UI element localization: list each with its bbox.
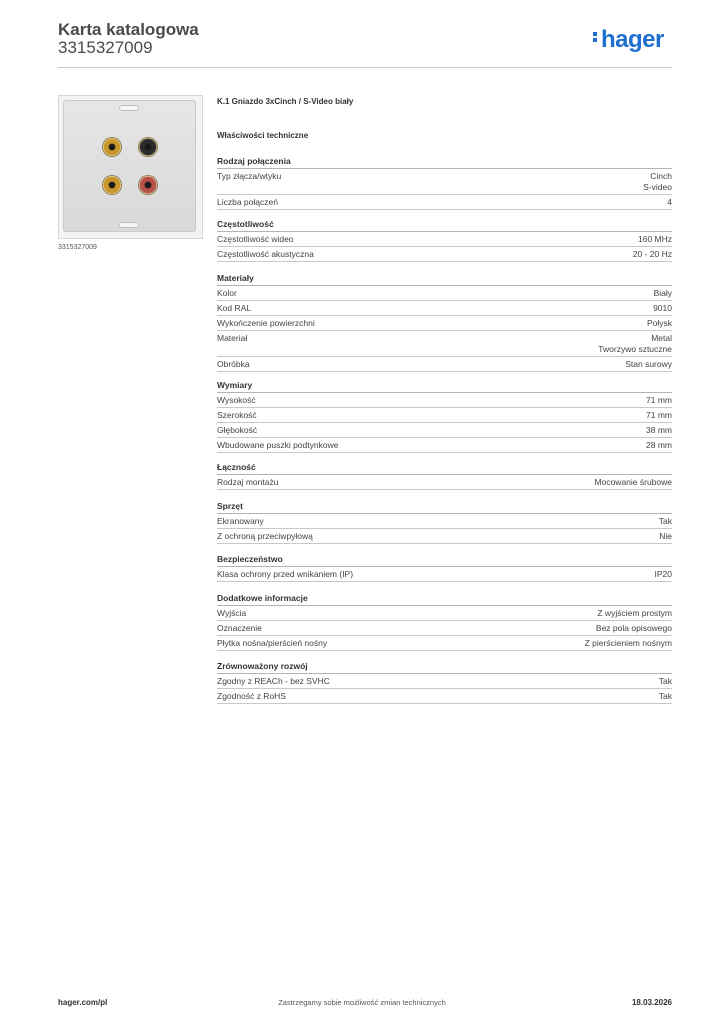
section-heading: Zrównoważony rozwój	[217, 660, 672, 674]
section-heading: Bezpieczeństwo	[217, 553, 672, 567]
properties-heading: Właściwości techniczne	[217, 131, 309, 140]
spec-label: Obróbka	[217, 359, 250, 369]
spec-row	[217, 514, 672, 529]
spec-value	[585, 638, 672, 649]
spec-label: Z ochroną przeciwpyłową	[217, 531, 313, 541]
spec-label: Liczba połączeń	[217, 197, 278, 207]
socket-plate-icon	[63, 100, 196, 232]
spec-label: Kod RAL	[217, 303, 252, 313]
spec-value	[667, 197, 672, 208]
spec-section	[217, 379, 672, 453]
footer-website[interactable]: hager.com/pl	[58, 998, 108, 1007]
spec-value	[598, 333, 672, 355]
cinch-jack-icon	[103, 138, 121, 156]
spec-row	[217, 195, 672, 210]
section-heading: Wymiary	[217, 379, 672, 393]
spec-row	[217, 689, 672, 704]
footer-date: 18.03.2026	[631, 998, 672, 1007]
spec-value-line: Tworzywo sztuczne	[598, 344, 672, 354]
spec-row	[217, 393, 672, 408]
spec-section	[217, 155, 672, 210]
spec-value-line: 71 mm	[646, 395, 672, 405]
spec-row	[217, 169, 672, 195]
spec-section	[217, 500, 672, 544]
spec-value-line: Biały	[653, 288, 672, 298]
svideo-jack-icon	[139, 138, 157, 156]
spec-value-line: Metal	[651, 333, 672, 343]
spec-label: Wbudowane puszki podtynkowe	[217, 440, 339, 450]
spec-label: Ekranowany	[217, 516, 264, 526]
spec-label: Wykończenie powierzchni	[217, 318, 315, 328]
spec-value	[647, 318, 672, 329]
spec-label: Płytka nośna/pierścień nośny	[217, 638, 328, 648]
mounting-notch-icon	[119, 105, 139, 111]
spec-value-line: Tak	[658, 691, 672, 701]
footer-notice: Zastrzegamy sobie możliwość zmian technicznych	[278, 998, 446, 1007]
spec-value-line: Połysk	[646, 318, 672, 328]
spec-label: Głębokość	[217, 425, 258, 435]
spec-label: Częstotliwość wideo	[217, 234, 294, 244]
spec-value-line: 20 - 20 Hz	[632, 249, 672, 259]
spec-row	[217, 232, 672, 247]
spec-label: Wysokość	[217, 395, 256, 405]
spec-section	[217, 461, 672, 490]
spec-value	[633, 249, 672, 260]
spec-label: Zgodność z RoHS	[217, 691, 286, 701]
mounting-notch-icon	[119, 222, 139, 228]
spec-row	[217, 567, 672, 582]
spec-value	[597, 608, 672, 619]
spec-row	[217, 301, 672, 316]
spec-section	[217, 218, 672, 262]
spec-value-line: 160 MHz	[637, 234, 672, 244]
spec-value	[596, 623, 672, 634]
spec-row	[217, 247, 672, 262]
spec-row	[217, 621, 672, 636]
spec-value-line: Bez pola opisowego	[595, 623, 672, 633]
spec-label: Klasa ochrony przed wnikaniem (IP)	[217, 569, 354, 579]
spec-value	[646, 395, 672, 406]
spec-row	[217, 438, 672, 453]
spec-value	[643, 171, 672, 193]
spec-value	[659, 531, 672, 542]
spec-value	[625, 359, 672, 370]
spec-value-line: 71 mm	[646, 410, 672, 420]
spec-value	[595, 477, 672, 488]
spec-value	[646, 410, 672, 421]
spec-value-line: 9010	[653, 303, 672, 313]
logo-dots-icon	[593, 30, 599, 44]
spec-label: Rodzaj montażu	[217, 477, 279, 487]
spec-value	[655, 569, 673, 580]
spec-value	[659, 691, 672, 702]
spec-row	[217, 316, 672, 331]
spec-value-line: IP20	[654, 569, 672, 579]
spec-row	[217, 475, 672, 490]
spec-value-line: 28 mm	[646, 440, 672, 450]
image-caption: 3315327009	[58, 244, 97, 251]
spec-value	[646, 440, 672, 451]
section-heading: Częstotliwość	[217, 218, 672, 232]
spec-label: Typ złącza/wtyku	[217, 171, 282, 181]
spec-label: Wyjścia	[217, 608, 247, 618]
document-title: Karta katalogowa	[58, 20, 199, 39]
spec-value	[659, 516, 672, 527]
spec-value-line: S-video	[643, 182, 672, 192]
section-heading: Materiały	[217, 272, 672, 286]
spec-row	[217, 408, 672, 423]
spec-row	[217, 286, 672, 301]
spec-label: Zgodny z REACh - bez SVHC	[217, 676, 330, 686]
spec-value-line: Stan surowy	[625, 359, 672, 369]
section-heading: Rodzaj połączenia	[217, 155, 672, 169]
spec-value	[638, 234, 672, 245]
spec-label: Oznaczenie	[217, 623, 262, 633]
section-heading: Dodatkowe informacje	[217, 592, 672, 606]
spec-row	[217, 529, 672, 544]
spec-section	[217, 592, 672, 651]
spec-value-line: 4	[667, 197, 672, 207]
spec-section	[217, 272, 672, 372]
cinch-jack-icon	[103, 176, 121, 194]
hager-logo	[593, 26, 664, 54]
logo-text: hager	[601, 26, 664, 53]
spec-row	[217, 423, 672, 438]
spec-section	[217, 553, 672, 582]
spec-row	[217, 357, 672, 372]
spec-value-line: Z pierścieniem nośnym	[584, 638, 672, 648]
spec-value	[659, 676, 672, 687]
spec-value-line: Tak	[658, 676, 672, 686]
spec-label: Szerokość	[217, 410, 257, 420]
spec-value-line: 38 mm	[646, 425, 672, 435]
spec-row	[217, 636, 672, 651]
section-heading: Sprzęt	[217, 500, 672, 514]
spec-value	[653, 303, 672, 314]
product-image	[58, 95, 203, 239]
spec-row	[217, 331, 672, 357]
spec-value	[654, 288, 672, 299]
spec-label: Materiał	[217, 333, 248, 343]
spec-value-line: Nie	[659, 531, 672, 541]
spec-value-line: Tak	[658, 516, 672, 526]
spec-value	[646, 425, 672, 436]
section-heading: Łączność	[217, 461, 672, 475]
spec-value-line: Mocowanie śrubowe	[594, 477, 672, 487]
header-divider	[58, 67, 672, 68]
spec-label: Częstotliwość akustyczna	[217, 249, 314, 259]
spec-section	[217, 660, 672, 704]
product-code: 3315327009	[58, 38, 153, 57]
spec-value-line: Z wyjściem prostym	[597, 608, 672, 618]
spec-value-line: Cinch	[650, 171, 672, 181]
product-name: K.1 Gniazdo 3xCinch / S-Video biały	[217, 97, 354, 106]
spec-row	[217, 674, 672, 689]
cinch-jack-icon	[139, 176, 157, 194]
spec-row	[217, 606, 672, 621]
spec-label: Kolor	[217, 288, 237, 298]
